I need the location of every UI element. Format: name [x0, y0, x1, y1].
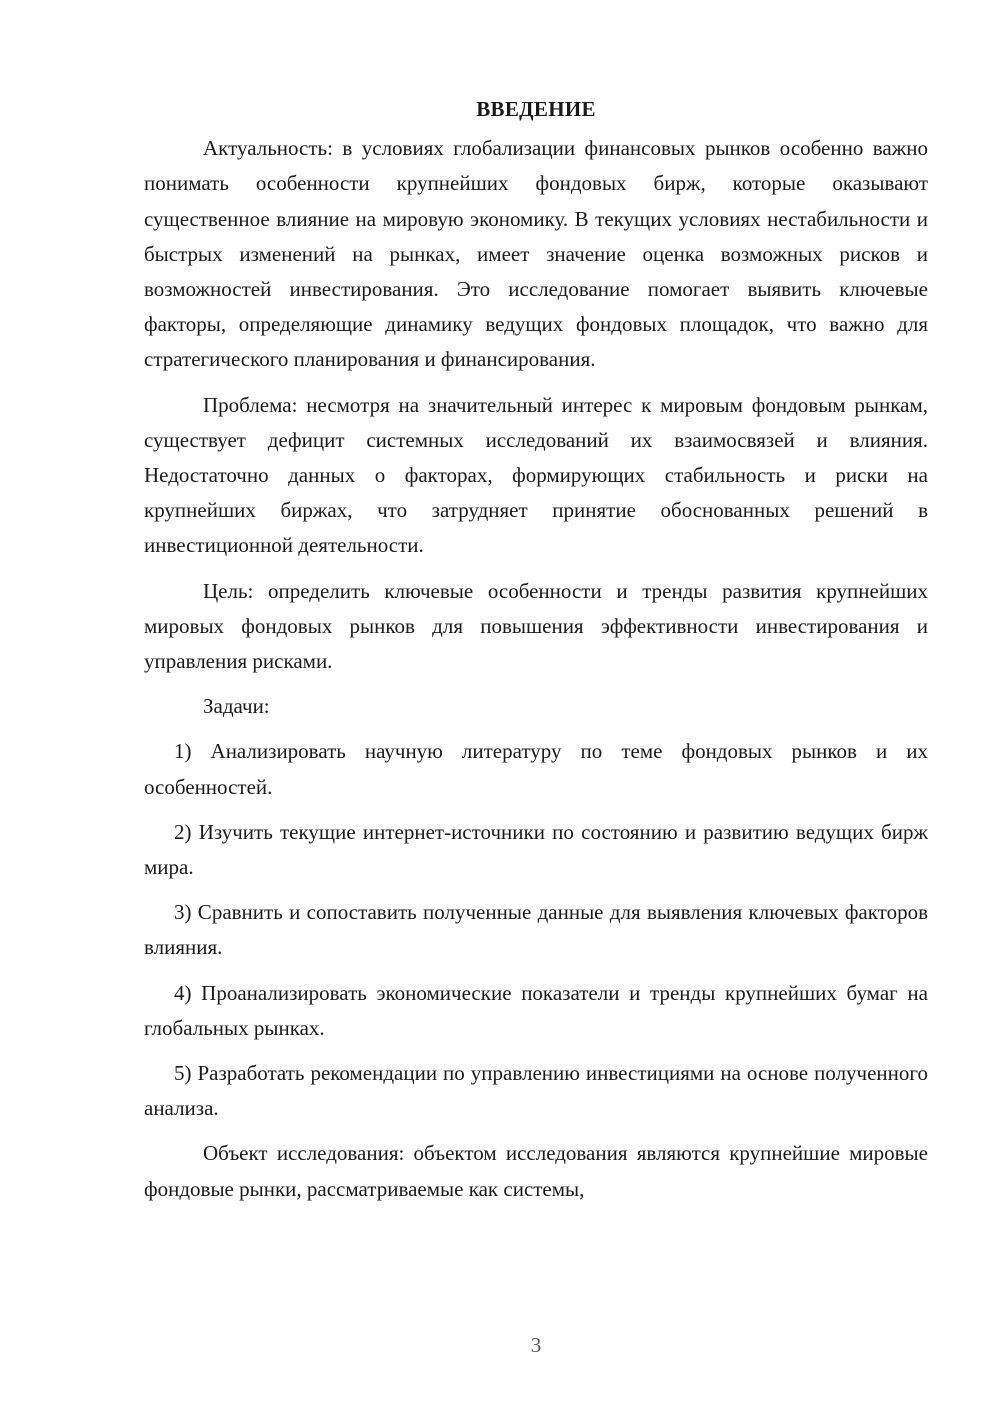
section-title: ВВЕДЕНИЕ [476, 97, 596, 121]
page-number: 3 [530, 1333, 542, 1357]
task-item-4: 4) Проанализировать экономические показатели и тренды крупнейших бумаг на глобальных рынках. [144, 980, 928, 1040]
task-item-1: 1) Анализировать научную литературу по теме фондовых рынков и их особенностей. [144, 739, 928, 799]
task-item-3: 3) Сравнить и сопоставить полученные данные для выявления ключевых факторов влияния. [144, 900, 928, 960]
problem-paragraph: Проблема: несмотря на значительный интерес к мировым фондовым рынкам, существует дефицит системных исследований их взаимосвязей и влияния. Недостаточно данных о факторах, формирующих стабильность и риски на крупнейших биржах, что затрудняет принятие обоснованных решений в инвестиционной деятельности. [144, 392, 928, 558]
task-item-5: 5) Разработать рекомендации по управлению инвестициями на основе полученного анализа. [144, 1061, 928, 1121]
relevance-paragraph: Актуальность: в условиях глобализации финансовых рынков особенно важно понимать особенности крупнейших фондовых бирж, которые оказывают существенное влияние на мировую экономику. В текущих условиях нестабильности и быстрых изменений на рынках, имеет значение оценка возможных рисков и возможностей инвестирования. Это исследование помогает выявить ключевые факторы, определяющие динамику ведущих фондовых площадок, что важно для стратегического планирования и финансирования. [144, 136, 928, 372]
document-page [144, 92, 928, 1217]
goal-paragraph: Цель: определить ключевые особенности и тренды развития крупнейших мировых фондовых рынков для повышения эффективности инвестирования и управления рисками. [144, 578, 928, 674]
tasks-heading: Задачи: [203, 694, 270, 719]
object-paragraph: Объект исследования: объектом исследования являются крупнейшие мировые фондовые рынки, рассматриваемые как системы, [144, 1141, 928, 1201]
task-item-2: 2) Изучить текущие интернет-источники по состоянию и развитию ведущих бирж мира. [144, 819, 928, 880]
